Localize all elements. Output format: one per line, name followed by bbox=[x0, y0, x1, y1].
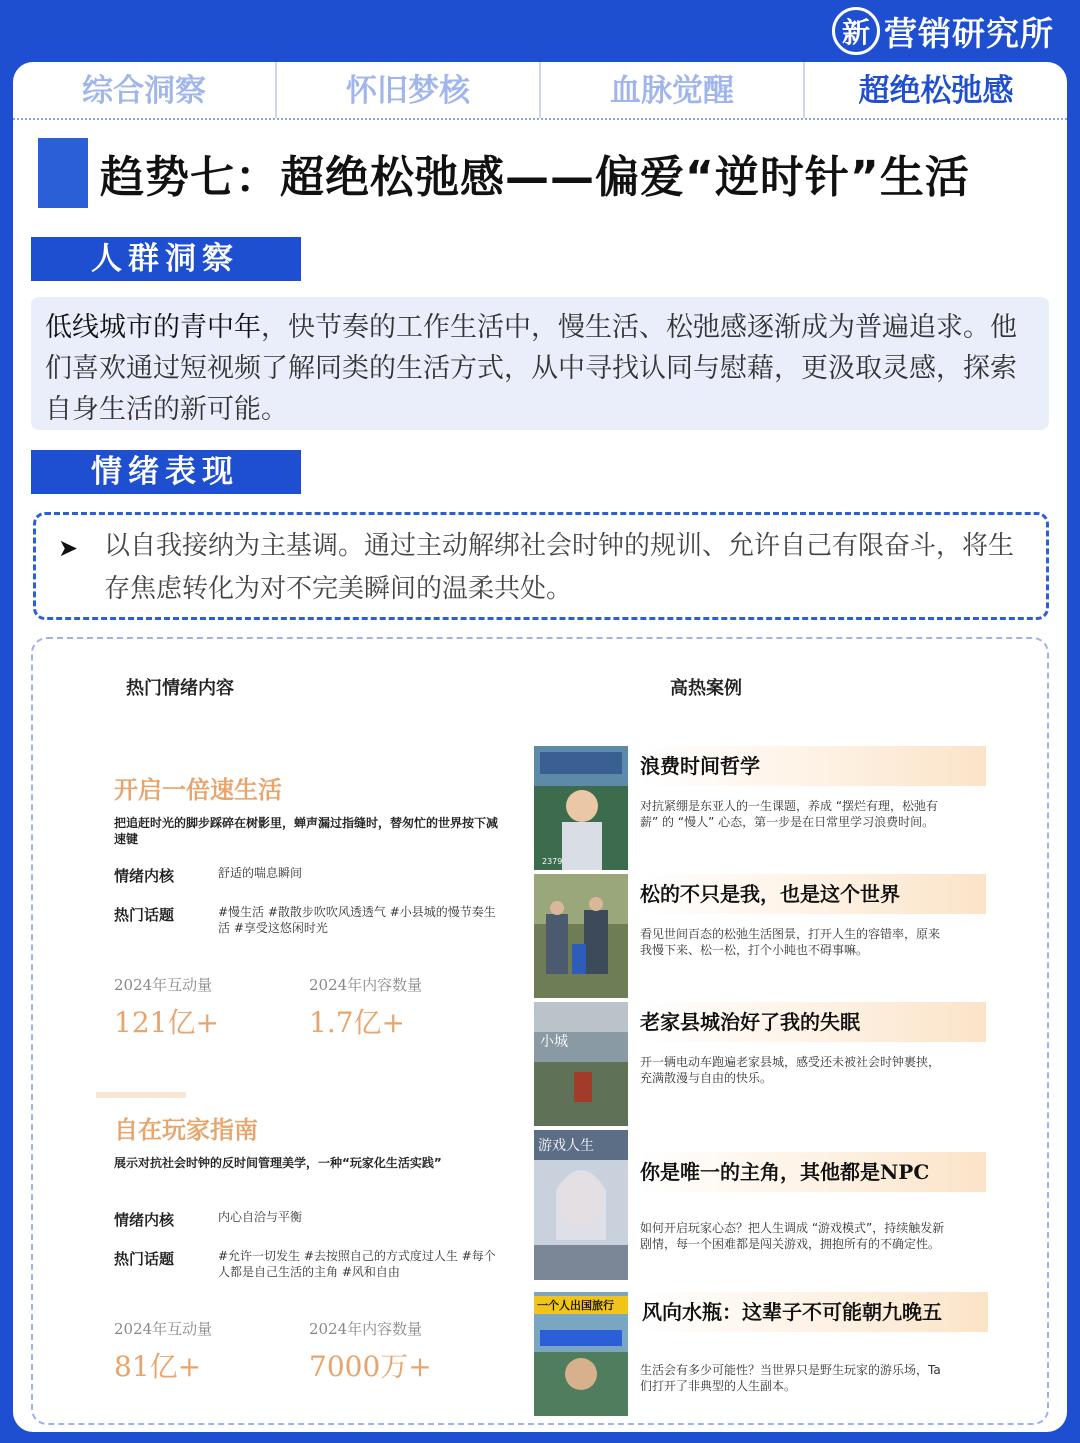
stat-value: 7000万+ bbox=[309, 1350, 432, 1383]
tab-overview[interactable]: 综合洞察 bbox=[13, 62, 277, 118]
topic-row bbox=[114, 904, 504, 936]
tab-nostalgia[interactable]: 怀旧梦核 bbox=[277, 62, 541, 118]
stats-row bbox=[114, 1318, 504, 1385]
stat-label: 2024年互动量 bbox=[114, 1320, 213, 1338]
stat-label: 2024年互动量 bbox=[114, 976, 213, 994]
emotion-box bbox=[33, 512, 1049, 620]
stat-content-count bbox=[309, 974, 504, 1041]
core-row bbox=[114, 1209, 504, 1230]
case-desc: 生活会有多少可能性？当世界只是野生玩家的游乐场，Ta们打开了非典型的人生副本。 bbox=[640, 1363, 941, 1393]
stat-value: 121亿+ bbox=[114, 1006, 219, 1039]
content-block bbox=[114, 1110, 504, 1385]
thumbnail-image bbox=[534, 746, 628, 870]
case-card[interactable] bbox=[534, 1292, 986, 1418]
case-title: 老家县城治好了我的失眠 bbox=[638, 1002, 986, 1042]
brand-name: 营销研究所 bbox=[884, 13, 1054, 53]
topic-value: #允许一切发生 #去按照自己的方式度过人生 #每个人都是自己生活的主角 #风和自由 bbox=[218, 1249, 496, 1279]
thumbnail-image bbox=[534, 1002, 628, 1126]
insight-lead: 低线城市的青中年 bbox=[45, 312, 261, 343]
page-title-text: 趋势七：超绝松弛感——偏爱“逆时针”生活 bbox=[100, 152, 970, 203]
stat-label: 2024年内容数量 bbox=[309, 976, 423, 994]
stats-row bbox=[114, 974, 504, 1041]
thumb-caption: 小城 bbox=[540, 1034, 568, 1050]
crowd-insight-text bbox=[31, 297, 1049, 430]
case-desc: 如何开启玩家心态？把人生调成 “游戏模式”，持续触发新剧情，每一个困难都是闯关游戏，拥抱所有的不确定性。 bbox=[640, 1221, 945, 1251]
tab-bloodline[interactable]: 血脉觉醒 bbox=[541, 62, 805, 118]
thumb-caption: 一个人出国旅行 bbox=[537, 1299, 614, 1312]
case-card[interactable] bbox=[534, 874, 986, 1000]
thumb-caption: 2379 bbox=[542, 857, 563, 866]
page-title bbox=[38, 137, 970, 209]
hot-cases-header: 高热案例 bbox=[670, 678, 742, 699]
case-desc: 对抗紧绷是东亚人的一生课题，养成 “摆烂有理，松弛有薪” 的 “慢人” 心态，第一步是在日常里学习浪费时间。 bbox=[640, 799, 939, 829]
content-block bbox=[114, 770, 504, 1041]
content-panel bbox=[31, 637, 1049, 1425]
case-thumbnail[interactable] bbox=[534, 874, 628, 998]
case-desc: 开一辆电动车跑遍老家县城，感受还未被社会时钟裹挟，充满散漫与自由的快乐。 bbox=[640, 1055, 941, 1085]
case-card[interactable] bbox=[534, 746, 986, 872]
thumbnail-image bbox=[534, 1292, 628, 1416]
section-tag-emotion: 情绪表现 bbox=[31, 450, 301, 494]
case-title: 风向水瓶：这辈子不可能朝九晚五 bbox=[640, 1292, 988, 1332]
brand-logo bbox=[832, 6, 1054, 56]
tab-relaxation[interactable]: 超绝松弛感 bbox=[858, 73, 1014, 109]
tab-bar bbox=[13, 62, 1067, 120]
stat-content-count bbox=[309, 1318, 504, 1385]
topic-row bbox=[114, 1248, 504, 1280]
stat-interactions bbox=[114, 974, 309, 1041]
stat-interactions bbox=[114, 1318, 309, 1385]
case-thumbnail[interactable] bbox=[534, 1292, 628, 1416]
panel-inner bbox=[96, 652, 988, 1412]
case-desc: 看见世间百态的松弛生活图景，打开人生的容错率，原来我慢下来、松一松，打个小盹也不碍事嘛。 bbox=[640, 927, 941, 957]
stat-value: 81亿+ bbox=[114, 1350, 202, 1383]
case-card[interactable] bbox=[534, 1130, 986, 1256]
case-title: 你是唯一的主角，其他都是NPC bbox=[638, 1152, 986, 1192]
block-desc: 展示对抗社会时钟的反时间管理美学，一种“玩家化生活实践” bbox=[114, 1156, 442, 1170]
thumbnail-image bbox=[534, 1130, 628, 1280]
insight-body: ，快节奏的工作生活中，慢生活、松弛感逐渐成为普遍追求。他们喜欢通过短视频了解同类的生活方式，从中寻找认同与慰藉，更汲取灵感，探索自身生活的新可能。 bbox=[45, 312, 1017, 425]
emotion-text: 以自我接纳为主基调。通过主动解绑社会时钟的规训、允许自己有限奋斗，将生存焦虑转化为对不完美瞬间的温柔共处。 bbox=[104, 531, 1015, 604]
block-title: 开启一倍速生活 bbox=[114, 775, 282, 804]
thumb-caption: 游戏人生 bbox=[538, 1138, 594, 1154]
core-value: 舒适的喘息瞬间 bbox=[218, 866, 303, 880]
thumbnail-image bbox=[534, 874, 628, 998]
stat-value: 1.7亿+ bbox=[309, 1006, 405, 1039]
brand-circle-mark: 新 bbox=[832, 7, 880, 55]
section-tag-crowd-insight: 人群洞察 bbox=[31, 237, 301, 281]
case-thumbnail[interactable] bbox=[534, 746, 628, 870]
core-value: 内心自洽与平衡 bbox=[218, 1210, 303, 1224]
case-title: 松的不只是我，也是这个世界 bbox=[638, 874, 986, 914]
topic-label: 热门话题 bbox=[114, 1250, 175, 1268]
stat-label: 2024年内容数量 bbox=[309, 1320, 423, 1338]
core-label: 情绪内核 bbox=[114, 867, 175, 885]
core-row bbox=[114, 865, 504, 886]
core-label: 情绪内核 bbox=[114, 1211, 175, 1229]
topic-value: #慢生活 #散散步吹吹风透透气 #小县城的慢节奏生活 #享受这悠闲时光 bbox=[218, 905, 496, 935]
case-title: 浪费时间哲学 bbox=[638, 746, 986, 786]
arrow-icon: ➤ bbox=[58, 534, 79, 562]
hot-content-header: 热门情绪内容 bbox=[126, 678, 234, 699]
block-divider bbox=[96, 1092, 186, 1098]
case-thumbnail[interactable] bbox=[534, 1002, 628, 1126]
block-title: 自在玩家指南 bbox=[114, 1115, 258, 1144]
topic-label: 热门话题 bbox=[114, 906, 175, 924]
block-desc: 把追赶时光的脚步踩碎在树影里，蝉声漏过指缝时，替匆忙的世界按下减速键 bbox=[114, 816, 499, 846]
case-thumbnail[interactable] bbox=[534, 1130, 628, 1280]
content-card bbox=[13, 62, 1067, 1432]
case-card[interactable] bbox=[534, 1002, 986, 1128]
title-accent-bar bbox=[38, 138, 88, 208]
